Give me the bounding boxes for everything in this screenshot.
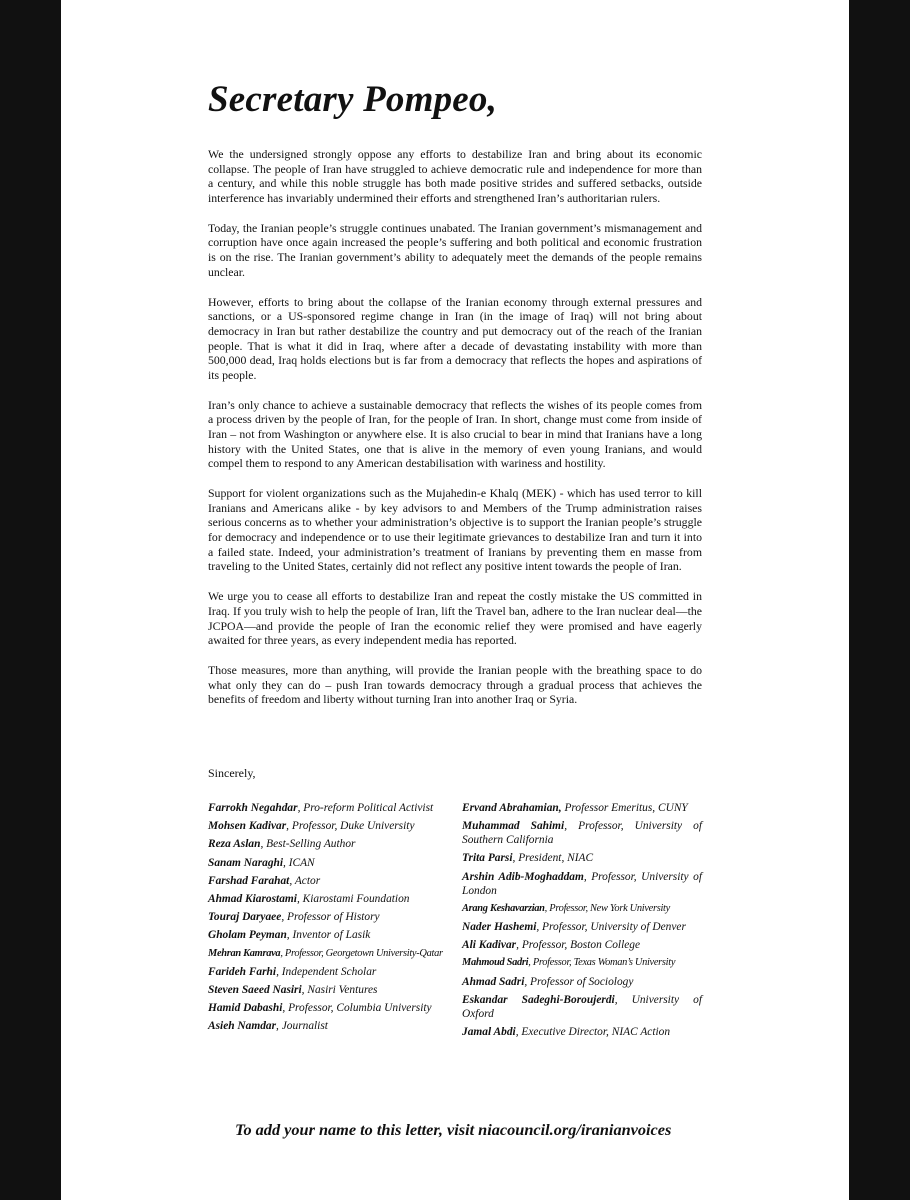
signatory-role: , Professor of Sociology	[524, 975, 634, 988]
signatory	[208, 1001, 451, 1015]
signatory	[208, 983, 451, 997]
signatory-name: Nader Hashemi	[462, 920, 537, 933]
signatory-role: , University of Oxford	[462, 993, 703, 1020]
signatory-name: Jamal Abdi	[462, 1025, 516, 1038]
signatory	[208, 965, 451, 979]
signatory-name: Asieh Namdar	[208, 1020, 277, 1033]
signatory-role: , Professor of History	[281, 911, 380, 924]
signatory	[462, 801, 702, 815]
signatory	[462, 1025, 702, 1039]
signatory	[208, 801, 451, 815]
signatory	[208, 928, 451, 942]
signatories-right-column	[462, 801, 702, 1043]
signatory-name: Farshad Farahat	[208, 874, 290, 887]
signatory-name: Ahmad Kiarostami	[208, 892, 297, 905]
signatory-role: , Professor, Columbia University	[282, 1002, 432, 1015]
paragraph-4: Iran’s only chance to achieve a sustainable democracy that reflects the wishes of its people comes from a process driven by the people of Iran, for the people of Iran. In short, change must come from inside of Iran – not from Washington or anywhere else. It is also crucial to bear in mind that Iranians have a long history with the United States, one that is alive in the memory of even young Iranians, and would compel them to respond to any American destabilisation with wariness and hostility.	[208, 397, 702, 471]
signatory-name: Gholam Peyman	[208, 929, 287, 942]
letter-page	[61, 0, 849, 1200]
signatory-role: , Professor, University of Southern California	[462, 820, 702, 847]
paragraph-3: However, efforts to bring about the collapse of the Iranian economy through external pressures and sanctions, or a US-sponsored regime change in Iran (in the image of Iraq) will not bring about democracy in Iran but rather destabilize the country and put democracy out of the reach of the Iranian people. That is what it did in Iraq, where after a decade of devastating instability with more than 500,000 dead, Iraq holds elections but is far from a democracy that reflects the hopes and aspirations of its people.	[208, 294, 702, 382]
paragraph-6: We urge you to cease all efforts to destabilize Iran and repeat the costly mistake the US committed in Iraq. If you truly wish to help the people of Iran, lift the Travel ban, adhere to the Iran nuclear deal—the JCPOA—and provide the people of Iran the economic relief they were promised and have eagerly awaited for three years, as every independent media has reported.	[208, 589, 702, 648]
letter-salutation: Secretary Pompeo,	[208, 79, 498, 120]
signatory-role: , Professor, Boston College	[516, 939, 641, 952]
signatory	[462, 902, 702, 916]
signatory	[208, 837, 451, 851]
signatory	[462, 819, 702, 847]
signatory	[208, 819, 451, 833]
signatory-role: , Professor, University of Denver	[536, 920, 686, 933]
signatory-role: , ICAN	[283, 856, 315, 869]
signatory-name: Mehran Kamrava	[208, 947, 281, 959]
signatory-role: , Professor, Duke University	[286, 820, 415, 833]
call-to-action: To add your name to this letter, visit niacouncil.org/iranianvoices	[235, 1120, 672, 1139]
signatory	[208, 874, 451, 888]
signatory-role: , President, NIAC	[512, 852, 594, 865]
signatory-name: Touraj Daryaee	[208, 911, 282, 924]
signatory-name: Farideh Farhi	[208, 965, 277, 978]
signatory-name: Eskandar Sadeghi-Boroujerdi	[462, 993, 615, 1006]
signatory-role: Professor Emeritus, CUNY	[561, 802, 688, 814]
signatory	[208, 910, 451, 924]
signatory-role: , Executive Director, NIAC Action	[515, 1025, 671, 1038]
paragraph-1: We the undersigned strongly oppose any efforts to destabilize Iran and bring about its economic collapse. The people of Iran have struggled to achieve democratic rule and independence for more than a century, and while this noble struggle has both made positive strides and suffered setbacks, outside interference has invariably undermined their efforts and strengthened Iran’s authoritarian rulers.	[208, 147, 702, 205]
signatory-role: , Inventor of Lasik	[286, 929, 371, 942]
signatory-name: Hamid Dabashi	[208, 1002, 283, 1015]
paragraph-2: Today, the Iranian people’s struggle continues unabated. The Iranian government’s mismanagement and corruption have once again increased the people’s suffering and both political and economic frustration is on the rise. The Iranian government’s ability to adequately meet the demands of the people remains unclear.	[208, 220, 702, 279]
signatory	[462, 993, 702, 1021]
signatory-name: Ervand Abrahamian,	[462, 802, 562, 814]
signatory-role: , Best-Selling Author	[260, 838, 356, 851]
closing: Sincerely,	[208, 766, 256, 780]
signatory-name: Mohsen Kadivar	[208, 820, 287, 833]
signatory-name: Ahmad Sadri	[462, 975, 525, 988]
signatory	[462, 956, 702, 970]
signatory-name: Reza Aslan	[208, 838, 261, 851]
signatory-role: , Actor	[289, 874, 321, 887]
signatory-name: Sanam Naraghi	[208, 856, 284, 869]
signatory	[462, 920, 702, 934]
signatory	[208, 1019, 451, 1033]
signatory-role: , Kiarostami Foundation	[296, 892, 410, 905]
signatory-role: , Independent Scholar	[276, 965, 377, 978]
paragraph-5: Support for violent organizations such as the Mujahedin-e Khalq (MEK) - which has used terror to kill Iranians and Americans alike - by key advisors to and Members of the Trump administration raises serious concerns as to whether your administration’s objective is to support the Iranian people’s struggle for democracy and independence or to use their legitimate grievances to destabilize Iran and turn it into a failed state. Indeed, your administration’s treatment of Iranians by preventing them en masse from traveling to the United States, certainly did not reflect any positive intent towards the people of Iran.	[208, 486, 702, 574]
signatory	[462, 938, 702, 952]
signatory-name: Muhammad Sahimi	[462, 820, 565, 833]
signatory-name: Mahmoud Sadri	[462, 957, 529, 969]
signatory-role: , Nasiri Ventures	[301, 983, 378, 996]
signatory-role: , Journalist	[276, 1020, 328, 1033]
signatory	[208, 892, 451, 906]
signatories-left-column	[208, 801, 451, 1037]
signatory	[462, 851, 702, 865]
signatory	[462, 870, 702, 898]
signatory-role: , Professor, University of London	[462, 870, 702, 897]
signatory-role: , Pro-reform Political Activist	[297, 802, 434, 814]
paragraph-7: Those measures, more than anything, will provide the Iranian people with the breathing space to do what only they can do – push Iran towards democracy through a gradual process that achieves the benefits of freedom and liberty without turning Iran into another Iraq or Syria.	[208, 663, 702, 707]
signatory-role: , Professor, New York University	[544, 902, 670, 914]
signatory-name: Steven Saeed Nasiri	[208, 983, 302, 996]
signatory-name: Arang Keshavarzian	[462, 902, 545, 914]
signatory-role: , Professor, Texas Woman’s University	[528, 957, 676, 969]
signatory-role: , Professor, Georgetown University-Qatar	[280, 947, 443, 959]
signatory	[462, 975, 702, 989]
signatory	[208, 947, 451, 961]
signatory-name: Trita Parsi	[462, 852, 513, 865]
signatory-name: Ali Kadivar	[462, 939, 517, 952]
letter-body	[208, 147, 702, 723]
signatory-name: Farrokh Negahdar	[208, 802, 298, 814]
signatory	[208, 856, 451, 870]
signatory-name: Arshin Adib-Moghaddam	[462, 870, 584, 883]
